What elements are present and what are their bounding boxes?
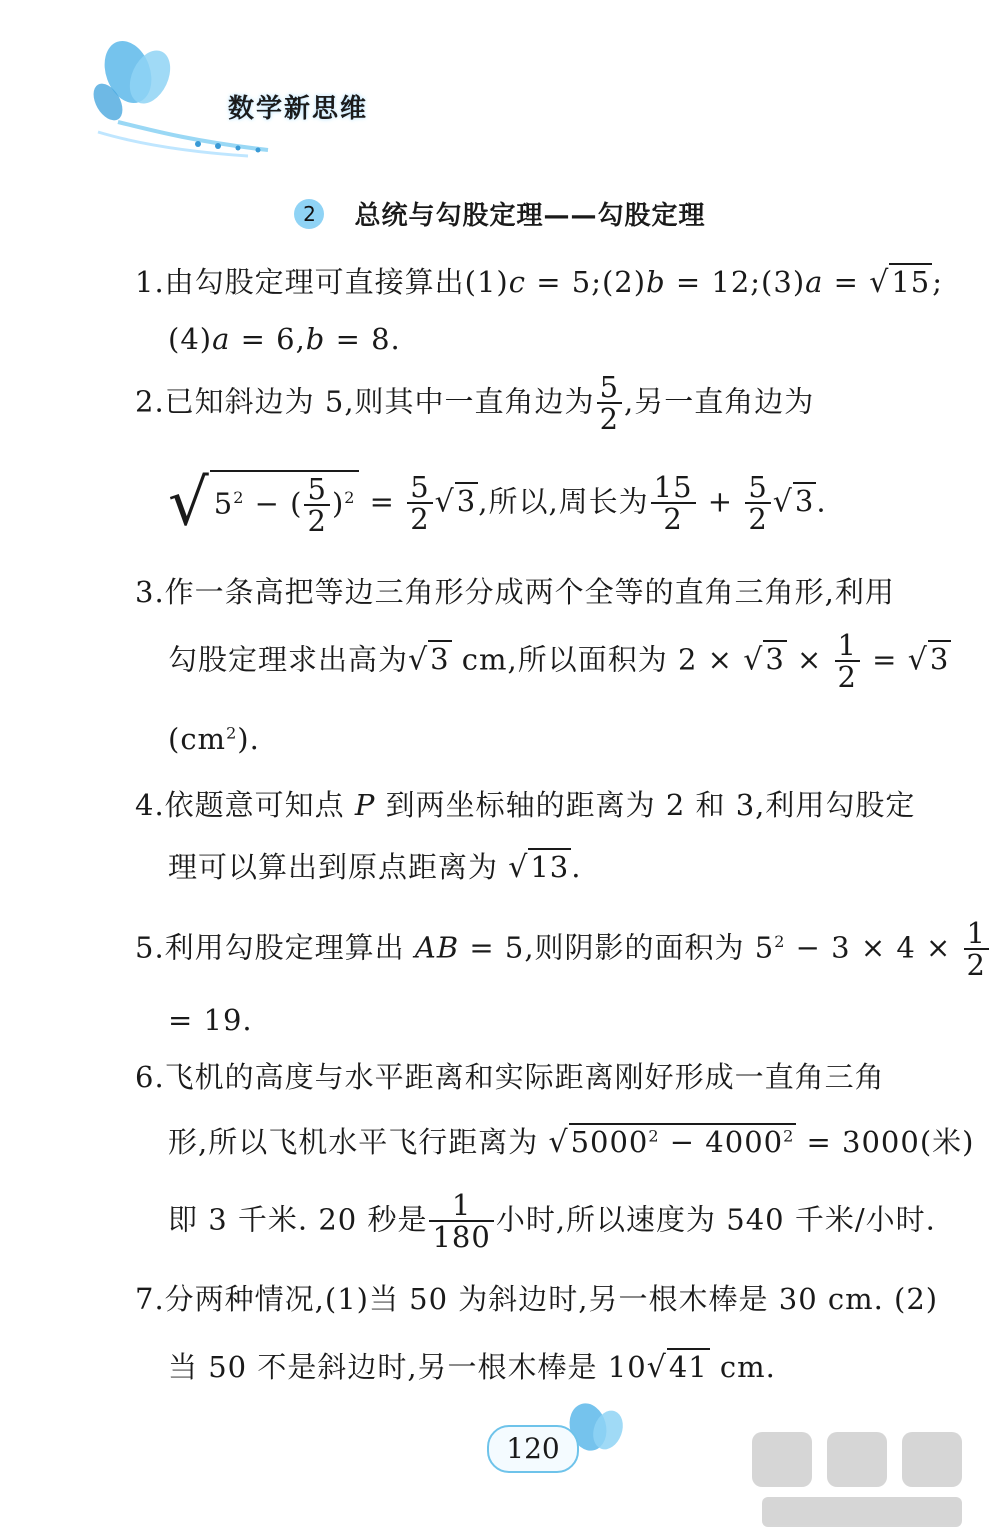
watermark-logo [742,1422,982,1532]
problem-5-line-2: = 19. [168,1003,253,1037]
problem-7-line-1: 7.分两种情况,(1)当 50 为斜边时,另一根木棒是 30 cm. (2) [135,1282,939,1316]
problem-2-line-2: √ $5^2$ − ( $\frac{5}{2}$ )$^2$ = $\frac{5}{2}$ √3,所以,周长为 $\frac{15}{2}$ + $\frac{5}{2}$ √3. [168,466,827,541]
problem-3-line-1: 3.作一条高把等边三角形分成两个全等的直角三角形,利用 [135,575,895,609]
book-title: 数学新思维 [228,94,369,124]
section-heading [0,195,1000,232]
problem-1-line-1: 1.由勾股定理可直接算出(1)c = 5;(2)b = 12;(3)a = √15; [135,265,943,300]
page-number: 120 [487,1425,579,1473]
section-title: 总统与勾股定理——勾股定理 [354,201,706,231]
problem-2-line-1: 2.已知斜边为 5,则其中一直角边为 $\frac{5}{2}$ ,另一直角边为 [135,370,815,437]
problem-1-line-2: (4)a = 6,b = 8. [168,322,401,356]
problem-6-line-2: 形,所以飞机水平飞行距离为 $√5000^2 - 4000^2 = 3000$(米) [168,1125,975,1160]
problem-4-line-1: 4.依题意可知点 P 到两坐标轴的距离为 2 和 3,利用勾股定 [135,788,916,822]
section-number: 2 [294,199,324,229]
problem-5-line-1: 5.利用勾股定理算出 AB = 5,则阴影的面积为 $5^2 - 3 \times 4$ × $\frac{1}{2}$ [135,918,991,981]
problem-6-line-3: 即 3 千米. 20 秒是 $\frac{1}{180}$ 小时,所以速度为 540 千米/小时. [168,1188,936,1255]
problem-4-line-2: 理可以算出到原点距离为 √13. [168,850,582,885]
problem-7-line-2: 当 50 不是斜边时,另一根木棒是 10√41 cm. [168,1350,776,1385]
problem-6-line-1: 6.飞机的高度与水平距离和实际距离刚好形成一直角三角 [135,1060,885,1094]
problem-3-line-2: 勾股定理求出高为√3 cm,所以面积为 2 × √3 × $\frac{1}{2}$ = √3 [168,628,950,695]
problem-3-line-3: $(cm^2)$. [168,722,260,756]
